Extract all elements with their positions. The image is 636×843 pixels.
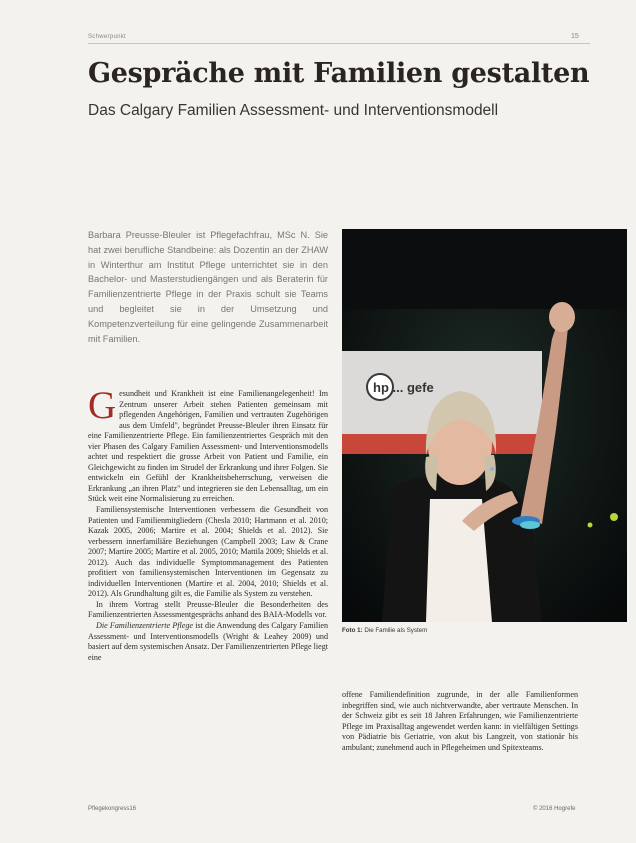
running-header: Schwerpunkt xyxy=(88,34,126,40)
article-body-column-2 xyxy=(342,690,578,753)
paragraph-2: Familiensystemische Interventionen verbessern die Gesundheit von Patienten und Familienmitgliedern (Chesla 2010; Hartmann et al. 2010; Kazak 2005, 2006; Martire et al. 2004; Shields et al. 2012). Sie verbessern innerfamiliäre Beziehungen (Campbell 2003; Law & Crane 2007; Martire 2005; Martire et al. 2005, 2010; Mattila 2009; Shields et al. 2012). Auch das individuelle Symptommanagement des Patienten profitiert von familiensystemischen Interventionen im Gegensatz zu individuellen Interventionen (Martire et al. 2004, 2010; Shields et al. 2012). Als Grundhaltung gilt es, die Familie als System zu verstehen. xyxy=(88,505,328,599)
caption-text: Die Familie als System xyxy=(364,627,428,634)
paragraph-5: offene Familiendefinition zugrunde, in der alle Familienformen inbegriffen sind, wie auch nichtverwandte, aber vertraute Menschen. In der Schweiz gibt es seit 18 Jahren Erfahrungen, wie Familienzentrierte Pflege im Praxisalltag angewendet werden kann: in vielfältigen Settings von Pädiatrie bis Geriatrie, von akut bis Langzeit, von stationär bis ambulant; zunehmend auch in Pflegeheimen und Spitexteams. xyxy=(342,690,578,752)
paragraph-4 xyxy=(88,621,328,663)
sign-text: hp ... gefe xyxy=(373,380,434,395)
paragraph-1-text: esundheit und Krankheit ist eine Familienangelegenheit! Im Zentrum unserer Arbeit stehen Patienten gemeinsam mit pflegenden Angehörigen, Familien und vertrauten Zugehörigen aus dem Umfeld", begründet Preusse-Bleuler ihren Einsatz für eine Familienzentrierte Pflege. Ein familienzentriertes Gespräch mit den vier Phasen des Calgary Familien Assessment- und Interventionsmodells achtet und respektiert die grosse Arbeit von Patient und Familie, ein Gleichgewicht zu finden im Strudel der Erkrankung und ihrer Folgen. Sie entwickeln ein Gefühl der Krankheitsbeherrschung, verweisen die Erkrankung „an ihren Platz" und integrieren sie den Lebensalltag, um ein Stück weit eine Normalisierung zu erreichen. xyxy=(88,389,328,504)
paragraph-4-emphasis: Die Familienzentrierte Pflege xyxy=(96,621,193,631)
photo-illustration xyxy=(342,229,627,622)
paragraph-4-text: ist die Anwendung des Calgary Familien Assessment- und Interventionsmodells (Wright & Leahey 2009) und basiert auf dem systemischen Ansatz. Der Familienzentrierten Pflege liegt eine xyxy=(88,621,328,662)
photo-caption xyxy=(342,627,427,634)
header-rule xyxy=(88,43,590,44)
footer-left: Pflegekongress16 xyxy=(88,806,137,812)
page-number: 15 xyxy=(571,33,579,40)
drop-cap: G xyxy=(88,384,117,427)
caption-label: Foto 1: xyxy=(342,627,363,634)
footer-right: © 2016 Hogrefe xyxy=(533,806,576,812)
paragraph-3: In ihrem Vortrag stellt Preusse-Bleuler die Besonderheiten des Familienzentrierten Assessmentgesprächs anhand des BAIA-Modells vor. xyxy=(88,599,328,620)
article-body xyxy=(88,384,328,663)
article-photo xyxy=(342,229,627,622)
author-bio: Barbara Preusse-Bleuler ist Pflegefachfrau, MSc N. Sie hat zwei berufliche Standbeine: als Dozentin an der ZHAW in Winterthur am Institut Pflege unterrichtet sie in den Bachelor- und Masterstudiengängen und als Beraterin für Familienzentrierte Pflege in der Praxis schult sie Teams und begleitet sie in der Umsetzung und Kompetenzverteilung für eine gelingende Zusammenarbeit mit Familien. xyxy=(88,230,328,344)
paragraph-1 xyxy=(88,384,328,505)
article-subtitle: Das Calgary Familien Assessment- und Interventionsmodell xyxy=(88,102,499,119)
article-title: Gespräche mit Familien gestalten xyxy=(88,58,590,89)
